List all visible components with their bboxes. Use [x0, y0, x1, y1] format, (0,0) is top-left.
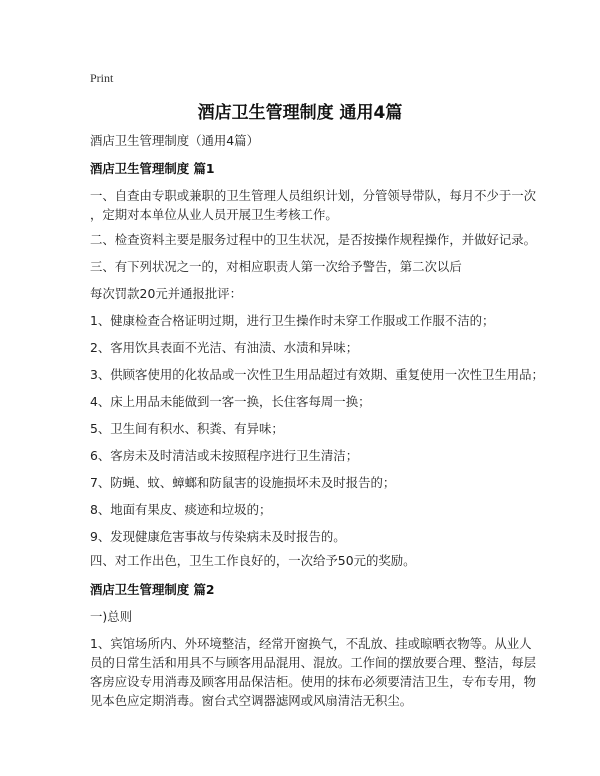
document-title: 酒店卫生管理制度 通用4篇	[197, 103, 403, 123]
list-item: 4、床上用品未能做到一客一换，长住客每周一换；	[90, 394, 371, 409]
list-item: 1、健康检查合格证明过期，进行卫生操作时未穿工作服或工作服不洁的；	[90, 313, 495, 328]
section1-para5: 四、对工作出色，卫生工作良好的，一次给予50元的奖励。	[90, 553, 416, 568]
section2-para1-line: 见本色应定期消毒。窗台式空调器滤网或风扇清洁无积尘。	[90, 693, 413, 708]
section1-para4: 每次罚款20元并通报批评：	[90, 286, 243, 301]
section2-para1-line: 员的日常生活和用具不与顾客用品混用、混放。工作间的摆放要合理、整洁，每层	[90, 655, 537, 670]
document-subtitle: 酒店卫生管理制度（通用4篇）	[90, 133, 259, 148]
section1-para3: 三、有下列状况之一的，对相应职责人第一次给予警告，第二次以后	[90, 259, 462, 274]
list-item: 2、客用饮具表面不光洁、有油渍、水渍和异味；	[90, 340, 359, 355]
section2-heading: 酒店卫生管理制度 篇2	[90, 582, 215, 597]
list-item: 5、卫生间有积水、积粪、有异味；	[90, 421, 284, 436]
list-item: 7、防蝇、蚊、蟑螂和防鼠害的设施损坏未及时报告的；	[90, 475, 396, 490]
section1-heading: 酒店卫生管理制度 篇1	[90, 161, 215, 176]
section1-para1-line2: ，定期对本单位从业人员开展卫生考核工作。	[90, 207, 338, 222]
section1-para2: 二、检查资料主要是服务过程中的卫生状况，是否按操作规程操作，并做好记录。	[90, 232, 537, 247]
section2-para1-line: 1、宾馆场所内、外环境整洁，经常开窗换气，不乱放、挂或晾晒衣物等。从业人	[90, 636, 532, 651]
section1-para1-line1: 一、自查由专职或兼职的卫生管理人员组织计划，分管领导带队，每月不少于一次	[90, 188, 537, 203]
list-item: 8、地面有果皮、痰迹和垃圾的；	[90, 502, 272, 517]
list-item: 9、发现健康危害事故与传染病未及时报告的。	[90, 529, 346, 544]
print-label[interactable]: Print	[90, 71, 114, 85]
section2-para1-line: 客房应设专用消毒及顾客用品保洁柜。使用的抹布必须要清洁卫生，专布专用，物	[90, 674, 537, 689]
section2-subheading: 一)总则	[90, 609, 133, 624]
list-item: 3、供顾客使用的化妆品或一次性卫生用品超过有效期、重复使用一次性卫生用品；	[90, 367, 544, 382]
list-item: 6、客房未及时清洁或未按照程序进行卫生清洁；	[90, 448, 359, 463]
